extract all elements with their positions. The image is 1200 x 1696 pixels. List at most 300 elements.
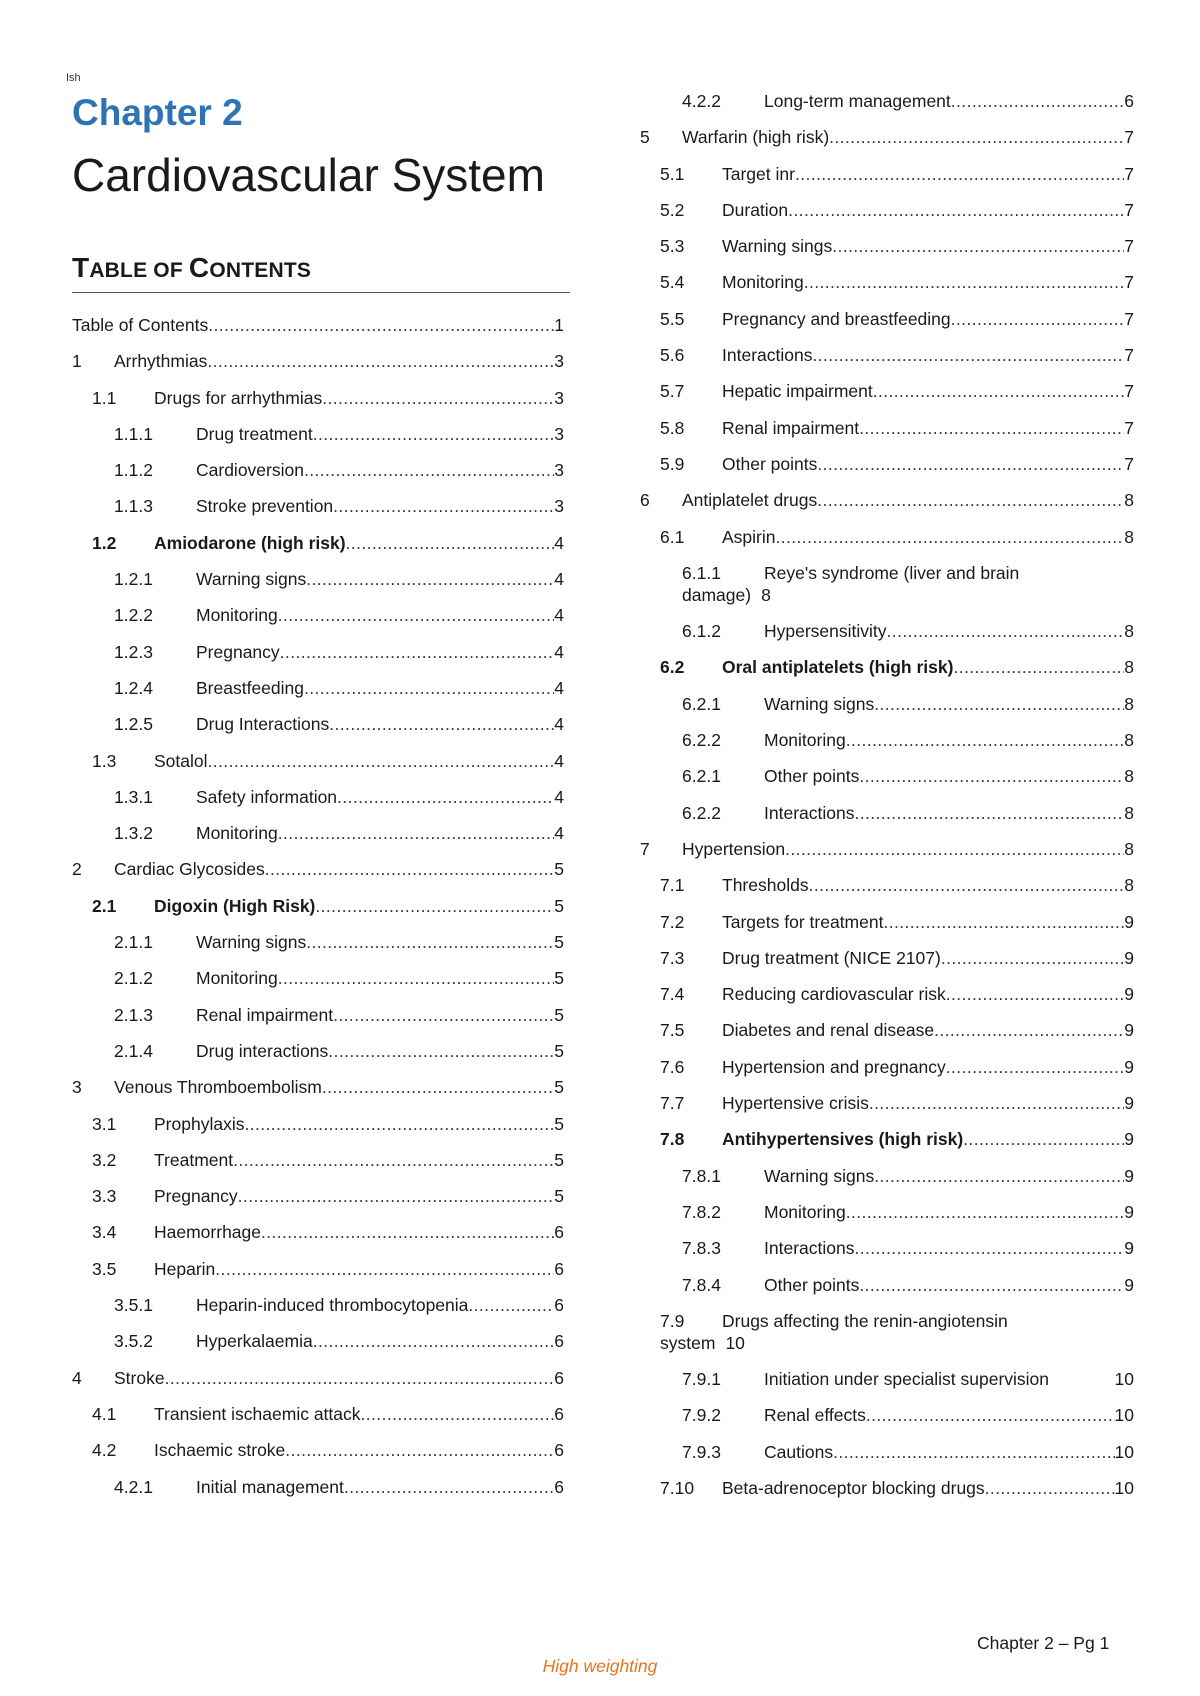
toc-entry[interactable] (640, 526, 1134, 548)
toc-leader-dots (238, 1185, 555, 1207)
toc-entry-number: 1.1.1 (114, 423, 153, 444)
toc-leader-dots (859, 765, 1124, 787)
toc-leader-dots (846, 1201, 1125, 1223)
toc-entry-title: Warning signs (764, 693, 875, 714)
toc-entry-page: 8 (1124, 490, 1134, 511)
toc-leader-dots (346, 532, 555, 554)
toc-entry-number: 7 (640, 838, 650, 859)
toc-entry[interactable] (72, 1367, 564, 1389)
toc-entry-page: 7 (1124, 127, 1134, 148)
toc-entry-title: Heparin-induced thrombocytopenia (196, 1295, 469, 1316)
toc-entry-number: 7.9 (660, 1310, 685, 1331)
toc-entry-page: 4 (554, 641, 564, 662)
toc-entry[interactable] (640, 1368, 1134, 1390)
toc-entry-title: Target inr (722, 163, 795, 184)
toc-divider (72, 292, 570, 293)
toc-entry-number: 7.9.1 (682, 1369, 721, 1390)
toc-entry[interactable] (640, 983, 1134, 1005)
toc-entry-number: 6.2 (660, 657, 685, 678)
toc-leader-dots (854, 1237, 1124, 1259)
toc-entry-number: 7.9.3 (682, 1441, 721, 1462)
toc-entry[interactable] (72, 1221, 564, 1243)
toc-entry-page: 7 (1124, 236, 1134, 257)
toc-entry-number: 4.2.1 (114, 1476, 153, 1497)
toc-entry-title: Monitoring (764, 1201, 846, 1222)
toc-entry-title: Renal impairment (722, 417, 860, 438)
toc-entry-title: Oral antiplatelets (high risk) (722, 657, 954, 678)
toc-entry-title: Initiation under specialist supervision (764, 1369, 1050, 1390)
toc-entry[interactable] (640, 199, 1134, 221)
toc-entry-page: 4 (554, 714, 564, 735)
toc-entry-title: Cautions (764, 1441, 834, 1462)
toc-entry-title: Duration (722, 199, 789, 220)
toc-entry-page: 8 (761, 584, 771, 605)
toc-entry-number: 1.2.5 (114, 714, 153, 735)
toc-entry-title: Table of Contents (72, 315, 209, 335)
toc-entry-title: Monitoring (764, 730, 846, 751)
toc-entry-title: Antiplatelet drugs (682, 490, 818, 511)
toc-entry-page: 8 (1124, 875, 1134, 896)
toc-entry-title: Warning sings (722, 236, 833, 257)
toc-entry-page: 7 (1124, 381, 1134, 402)
toc-entry[interactable] (72, 1403, 564, 1425)
toc-entry-number: 2.1.3 (114, 1004, 153, 1025)
toc-entry[interactable] (640, 765, 1134, 787)
toc-entry-page: 8 (1124, 730, 1134, 751)
toc-entry-page: 9 (1124, 911, 1134, 932)
toc-entry[interactable] (72, 314, 564, 336)
toc-entry-number: 6.2.2 (682, 730, 721, 751)
toc-entry-page: 3 (554, 387, 564, 408)
toc-entry[interactable] (72, 1185, 564, 1207)
toc-entry-page: 10 (725, 1332, 745, 1353)
toc-heading-ontents: ONTENTS (209, 259, 312, 282)
toc-entry-page: 9 (1124, 1020, 1134, 1041)
toc-entry[interactable] (72, 786, 564, 808)
toc-entry[interactable] (72, 387, 564, 409)
toc-entry-number: 6.1.1 (682, 562, 721, 583)
toc-entry-number: 4.2.2 (682, 91, 721, 111)
toc-entry-title: Reye's syndrome (liver and brain (764, 562, 1020, 583)
toc-entry-title: Hyperkalaemia (196, 1331, 313, 1352)
toc-entry[interactable] (640, 1441, 1134, 1463)
toc-entry-page: 5 (554, 932, 564, 953)
toc-leader-dots (788, 199, 1124, 221)
toc-entry-page: 7 (1124, 417, 1134, 438)
toc-entry[interactable] (72, 1439, 564, 1461)
toc-leader-dots (306, 568, 554, 590)
toc-leader-dots (854, 802, 1124, 824)
toc-leader-dots (846, 729, 1125, 751)
toc-entry[interactable] (72, 858, 564, 880)
toc-leader-dots (233, 1149, 554, 1171)
toc-leader-dots (304, 677, 554, 699)
toc-entry-page: 8 (1124, 526, 1134, 547)
toc-entry-title: Haemorrhage (154, 1222, 261, 1243)
toc-entry-title: Monitoring (196, 605, 278, 626)
toc-leader-dots (934, 1019, 1124, 1041)
toc-entry-page: 5 (554, 859, 564, 880)
toc-entry-title: Safety information (196, 786, 338, 807)
toc-entry[interactable] (640, 1201, 1134, 1223)
toc-entry-number: 1.1 (92, 387, 117, 408)
toc-leader-dots (333, 1004, 554, 1026)
toc-entry-title: Ischaemic stroke (154, 1440, 286, 1461)
toc-entry[interactable] (72, 1476, 564, 1498)
toc-entry[interactable] (72, 822, 564, 844)
toc-entry-number: 7.8.2 (682, 1201, 721, 1222)
toc-entry-number: 3.4 (92, 1222, 117, 1243)
toc-entry-title: Stroke (114, 1367, 165, 1388)
toc-leader-dots (866, 1404, 1115, 1426)
toc-entry-number: 4.1 (92, 1403, 117, 1424)
toc-entry[interactable] (72, 532, 564, 554)
toc-entry[interactable] (640, 1237, 1134, 1259)
toc-entry-number: 3.5.1 (114, 1295, 153, 1316)
toc-entry-number: 7.8 (660, 1129, 685, 1150)
toc-entry[interactable] (640, 90, 1134, 112)
toc-entry-number: 7.9.2 (682, 1405, 721, 1426)
toc-entry-number: 5.7 (660, 381, 685, 402)
toc-entry-number: 2 (72, 859, 82, 880)
toc-entry[interactable] (72, 677, 564, 699)
toc-entry[interactable] (640, 838, 1134, 860)
toc-entry-number: 7.6 (660, 1056, 685, 1077)
toc-entry-title: Pregnancy (154, 1186, 238, 1207)
toc-entry-title: Stroke prevention (196, 496, 334, 517)
toc-entry-page: 6 (554, 1476, 564, 1497)
toc-entry-page: 9 (1124, 1056, 1134, 1077)
toc-entry-title: Aspirin (722, 526, 776, 547)
toc-entry-number: 7.2 (660, 911, 685, 932)
toc-entry-number: 2.1.4 (114, 1040, 153, 1061)
toc-leader-dots (278, 822, 555, 844)
toc-entry-page: 4 (554, 677, 564, 698)
toc-leader-dots (829, 126, 1124, 148)
toc-entry[interactable] (72, 750, 564, 772)
toc-entry[interactable] (72, 1149, 564, 1171)
toc-entry-number: 7.1 (660, 875, 685, 896)
toc-entry-number: 3 (72, 1077, 82, 1098)
toc-entry-page: 4 (554, 750, 564, 771)
toc-entry-number: 2.1.2 (114, 968, 153, 989)
toc-entry-title: Monitoring (196, 968, 278, 989)
toc-entry[interactable] (640, 656, 1134, 678)
toc-entry-title: Renal effects (764, 1405, 866, 1426)
toc-entry[interactable] (72, 641, 564, 663)
toc-entry-title: Breastfeeding (196, 677, 304, 698)
toc-entry[interactable] (640, 163, 1134, 185)
toc-entry[interactable] (72, 1076, 564, 1098)
toc-entry-number: 2.1 (92, 895, 117, 916)
toc-entry[interactable] (640, 344, 1134, 366)
toc-column-left (72, 314, 564, 1512)
toc-leader-dots (285, 1439, 554, 1461)
toc-entry-title: Pregnancy and breastfeeding (722, 308, 951, 329)
toc-entry-title: Sotalol (154, 750, 208, 771)
toc-entry-number: 5 (640, 127, 650, 148)
toc-entry[interactable] (640, 1477, 1134, 1499)
toc-entry-title: Hepatic impairment (722, 381, 873, 402)
toc-entry-title: Other points (764, 766, 860, 787)
toc-entry-title: Arrhythmias (114, 351, 208, 372)
toc-entry[interactable] (640, 802, 1134, 824)
toc-entry-title: Pregnancy (196, 641, 280, 662)
toc-entry[interactable] (640, 729, 1134, 751)
toc-entry-page: 5 (554, 1149, 564, 1170)
toc-entry-title: Heparin (154, 1258, 216, 1279)
toc-leader-dots (278, 604, 555, 626)
toc-entry-title: Reducing cardiovascular risk (722, 984, 946, 1005)
header-tag: Ish (66, 72, 81, 84)
toc-entry-page: 4 (554, 605, 564, 626)
toc-entry-number: 6.2.1 (682, 693, 721, 714)
toc-entry[interactable] (640, 1165, 1134, 1187)
toc-entry[interactable] (640, 620, 1134, 642)
toc-entry-number: 5.6 (660, 345, 685, 366)
toc-heading (72, 252, 311, 284)
toc-entry[interactable] (640, 1092, 1134, 1114)
toc-entry[interactable] (640, 1404, 1134, 1426)
toc-entry-page: 4 (554, 532, 564, 553)
toc-entry-title: Targets for treatment (722, 911, 884, 932)
toc-entry-title: Venous Thromboembolism (114, 1077, 322, 1098)
toc-entry-number: 1.3.1 (114, 786, 153, 807)
toc-entry[interactable] (640, 271, 1134, 293)
toc-entry-title: Long-term management (764, 91, 951, 111)
toc-entry-number: 7.8.1 (682, 1165, 721, 1186)
toc-entry-number: 1.2.2 (114, 605, 153, 626)
toc-entry-number: 7.4 (660, 984, 685, 1005)
toc-leader-dots (809, 874, 1125, 896)
toc-leader-dots (795, 163, 1124, 185)
toc-entry-number: 5.1 (660, 163, 685, 184)
toc-heading-t: T (72, 252, 90, 283)
toc-entry-page: 7 (1124, 345, 1134, 366)
toc-leader-dots (333, 495, 554, 517)
toc-entry-page: 3 (554, 460, 564, 481)
toc-entry-page: 7 (1124, 163, 1134, 184)
toc-entry-title: Warning signs (196, 932, 307, 953)
toc-leader-dots (951, 90, 1124, 112)
toc-entry-number: 4 (72, 1367, 82, 1388)
toc-entry[interactable] (640, 489, 1134, 511)
toc-leader-dots (776, 526, 1125, 548)
toc-entry[interactable] (72, 423, 564, 445)
toc-entry[interactable] (640, 911, 1134, 933)
toc-entry[interactable] (72, 931, 564, 953)
toc-leader-dots (951, 308, 1125, 330)
toc-leader-dots (468, 1294, 554, 1316)
toc-entry-number: 5.5 (660, 308, 685, 329)
toc-entry-number: 2.1.1 (114, 932, 153, 953)
toc-entry-title: Monitoring (722, 272, 804, 293)
toc-entry-title: Monitoring (196, 823, 278, 844)
toc-entry-title: Warfarin (high risk) (682, 127, 830, 148)
toc-leader-dots (832, 235, 1124, 257)
toc-leader-dots (208, 750, 555, 772)
toc-entry-page: 3 (554, 423, 564, 444)
toc-entry-page: 5 (554, 1186, 564, 1207)
toc-leader-dots (833, 1441, 1114, 1463)
toc-entry[interactable] (640, 1056, 1134, 1078)
toc-entry-page: 8 (1124, 657, 1134, 678)
toc-entry[interactable] (640, 1310, 1134, 1354)
toc-entry[interactable] (72, 1040, 564, 1062)
toc-entry-number: 1.1.3 (114, 496, 153, 517)
toc-entry-number: 6 (640, 490, 650, 511)
toc-entry-title: Digoxin (High Risk) (154, 895, 316, 916)
toc-entry-page: 6 (1124, 91, 1134, 111)
toc-entry[interactable] (640, 947, 1134, 969)
toc-leader-dots (244, 1113, 554, 1135)
toc-entry-title: Interactions (764, 802, 855, 823)
toc-entry[interactable] (72, 459, 564, 481)
toc-entry-page: 10 (1114, 1441, 1134, 1462)
toc-entry[interactable] (72, 568, 564, 590)
toc-entry-number: 3.3 (92, 1186, 117, 1207)
toc-entry-number: 1 (72, 351, 82, 372)
toc-entry[interactable] (72, 1294, 564, 1316)
toc-entry-number: 6.2.2 (682, 802, 721, 823)
toc-entry-page: 4 (554, 786, 564, 807)
toc-entry[interactable] (72, 604, 564, 626)
toc-entry[interactable] (640, 235, 1134, 257)
toc-leader-dots (817, 453, 1124, 475)
toc-entry-page: 1 (554, 315, 564, 335)
toc-entry-page: 4 (554, 823, 564, 844)
toc-entry[interactable] (72, 895, 564, 917)
toc-entry-title: Initial management (196, 1476, 344, 1497)
toc-leader-dots (946, 983, 1125, 1005)
toc-leader-dots (215, 1258, 554, 1280)
toc-leader-dots (883, 911, 1124, 933)
toc-entry[interactable] (72, 967, 564, 989)
toc-entry-title: Interactions (764, 1238, 855, 1259)
toc-leader-dots (817, 489, 1124, 511)
toc-entry-title: Drugs affecting the renin-angiotensin (722, 1310, 1008, 1331)
toc-entry-title: Treatment (154, 1149, 234, 1170)
toc-leader-dots (344, 1476, 554, 1498)
toc-entry-number: 5.2 (660, 199, 685, 220)
toc-entry[interactable] (640, 1019, 1134, 1041)
toc-entry-number: 7.10 (660, 1477, 695, 1498)
toc-entry-page: 9 (1124, 1165, 1134, 1186)
toc-entry-number: 1.2.3 (114, 641, 153, 662)
toc-entry[interactable] (640, 1128, 1134, 1150)
toc-entry[interactable] (72, 1004, 564, 1026)
toc-leader-dots (785, 838, 1124, 860)
toc-entry-page: 4 (554, 569, 564, 590)
toc-entry[interactable] (72, 1330, 564, 1352)
toc-leader-dots (337, 786, 554, 808)
toc-entry-page: 6 (554, 1403, 564, 1424)
toc-entry[interactable] (72, 713, 564, 735)
toc-entry-page: 5 (554, 1113, 564, 1134)
chapter-title: Cardiovascular System (72, 149, 545, 201)
toc-entry-title: Amiodarone (high risk) (154, 532, 346, 553)
toc-entry-title-continued: system (660, 1332, 716, 1353)
toc-leader-dots (874, 693, 1124, 715)
toc-entry-page: 5 (554, 895, 564, 916)
toc-entry-title: Drug treatment (196, 423, 313, 444)
toc-entry[interactable] (72, 1258, 564, 1280)
toc-entry-number: 3.5.2 (114, 1331, 153, 1352)
toc-entry[interactable] (72, 1113, 564, 1135)
toc-entry-page: 9 (1124, 1129, 1134, 1150)
toc-entry-title: Warning signs (196, 569, 307, 590)
toc-column-right (640, 90, 1134, 1513)
toc-entry-page: 3 (554, 496, 564, 517)
toc-leader-dots (322, 1076, 554, 1098)
toc-entry[interactable] (640, 417, 1134, 439)
toc-entry-page: 7 (1124, 453, 1134, 474)
toc-leader-dots (165, 1367, 555, 1389)
toc-entry[interactable] (72, 350, 564, 372)
toc-entry-page: 5 (554, 1004, 564, 1025)
footer-page-number: Chapter 2 – Pg 1 (977, 1633, 1110, 1653)
toc-entry-title: Hypertension (682, 838, 786, 859)
toc-entry-page: 8 (1124, 621, 1134, 642)
toc-leader-dots (315, 895, 554, 917)
toc-entry-number: 7.5 (660, 1020, 685, 1041)
toc-entry-title-continued: damage) (682, 584, 752, 605)
toc-entry-page: 7 (1124, 272, 1134, 293)
toc-entry-title: Drug treatment (NICE 2107) (722, 947, 941, 968)
toc-entry-page: 9 (1124, 1093, 1134, 1114)
toc-leader-dots (313, 1330, 555, 1352)
toc-entry[interactable] (640, 308, 1134, 330)
toc-leader-dots (265, 858, 555, 880)
toc-entry-title: Drug interactions (196, 1040, 329, 1061)
toc-entry-number: 3.1 (92, 1113, 117, 1134)
toc-entry[interactable] (640, 380, 1134, 402)
toc-entry-number: 1.2.4 (114, 677, 153, 698)
toc-entry[interactable] (640, 453, 1134, 475)
toc-entry[interactable] (640, 874, 1134, 896)
toc-entry[interactable] (640, 693, 1134, 715)
toc-entry[interactable] (640, 126, 1134, 148)
toc-entry-title: Diabetes and renal disease (722, 1020, 935, 1041)
toc-entry-number: 5.8 (660, 417, 685, 438)
toc-leader-dots (946, 1056, 1125, 1078)
toc-entry-title: Other points (722, 453, 818, 474)
toc-entry-number: 1.3.2 (114, 823, 153, 844)
toc-leader-dots (361, 1403, 555, 1425)
toc-entry-number: 6.1 (660, 526, 685, 547)
toc-heading-able-of: ABLE OF (89, 259, 189, 282)
toc-entry-title: Drugs for arrhythmias (154, 387, 323, 408)
toc-entry-page: 5 (554, 1077, 564, 1098)
toc-leader-dots (261, 1221, 554, 1243)
toc-leader-dots (804, 271, 1125, 293)
toc-entry[interactable] (72, 495, 564, 517)
toc-entry-number: 1.2.1 (114, 569, 153, 590)
toc-entry-page: 7 (1124, 308, 1134, 329)
toc-entry-page: 6 (554, 1440, 564, 1461)
toc-entry-page: 10 (1114, 1405, 1134, 1426)
toc-entry[interactable] (640, 562, 1134, 606)
toc-entry-page: 8 (1124, 693, 1134, 714)
toc-entry-title: Transient ischaemic attack (154, 1403, 361, 1424)
toc-entry-title: Warning signs (764, 1165, 875, 1186)
toc-entry-page: 6 (554, 1222, 564, 1243)
toc-entry[interactable] (640, 1274, 1134, 1296)
toc-entry-title: Interactions (722, 345, 813, 366)
toc-entry-page: 10 (1114, 1477, 1134, 1498)
toc-entry-number: 1.1.2 (114, 460, 153, 481)
toc-entry-title: Renal impairment (196, 1004, 334, 1025)
